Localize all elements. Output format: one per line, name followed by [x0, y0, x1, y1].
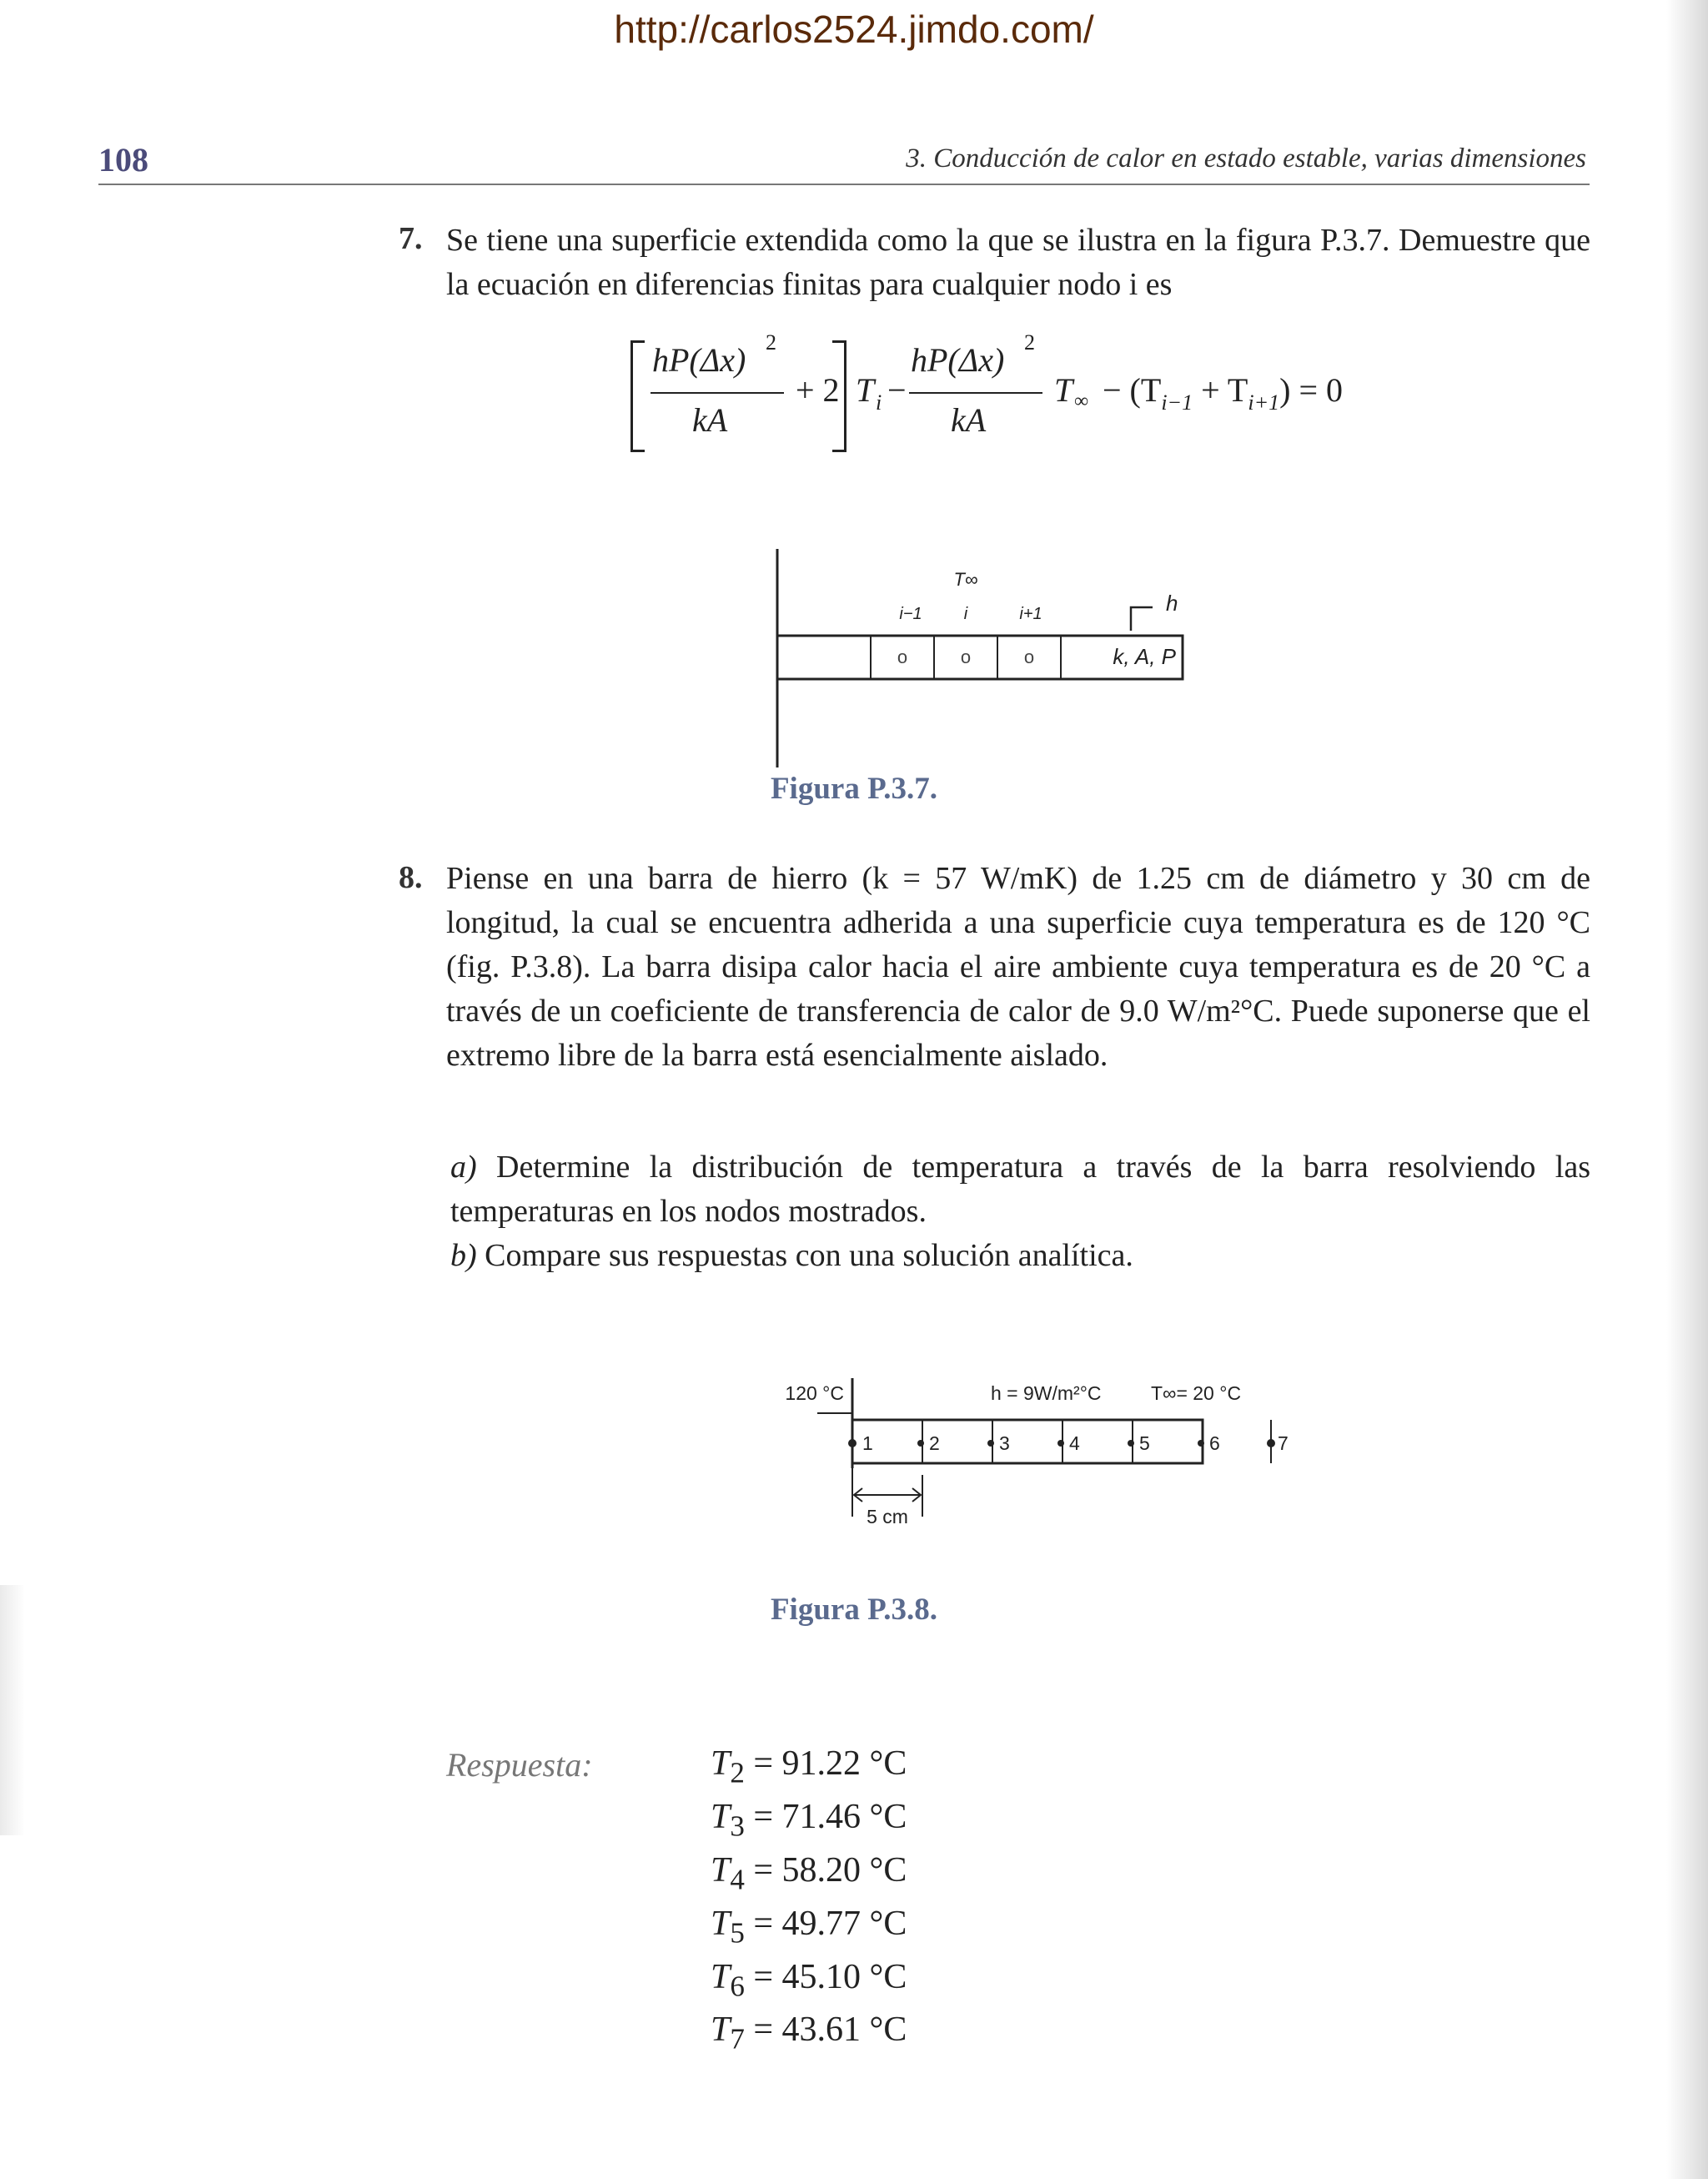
- node-label-ip1: i+1: [1019, 605, 1042, 623]
- t-inf-label: T∞: [953, 569, 978, 590]
- answer-t3: $T_3 = 71.46$ °C: [711, 1797, 907, 1843]
- problem-7-number: 7.: [399, 221, 423, 256]
- ambient-temperature-label: T∞= 20 °C: [1151, 1382, 1242, 1404]
- problem-8-item-b: b) Compare sus respuestas con una solución analítica.: [450, 1238, 1133, 1273]
- node-6-label: 6: [1209, 1432, 1220, 1454]
- answer-t4: $T_4 = 58.20$ °C: [711, 1850, 907, 1896]
- figure-p3-7-caption: Figura P.3.7.: [770, 772, 938, 806]
- node-4-label: 4: [1069, 1432, 1080, 1454]
- figure-p3-8: [767, 1368, 1318, 1535]
- answer-t7: $T_7 = 43.61$ °C: [711, 2010, 907, 2056]
- wall-temperature-label: 120 °C: [785, 1382, 844, 1404]
- running-head: 3. Conducción de calor en estado estable, varias dimensiones: [906, 143, 1586, 174]
- node-marker-im1: o: [897, 647, 908, 667]
- source-url: http://carlos2524.jimdo.com/: [614, 8, 1094, 51]
- node-marker-i: o: [960, 647, 972, 667]
- figure-p3-8-caption: Figura P.3.8.: [770, 1593, 938, 1627]
- page-edge-shadow: [1666, 0, 1708, 2179]
- node-spacing-label: 5 cm: [867, 1506, 908, 1527]
- node-3-label: 3: [999, 1432, 1010, 1454]
- problem-8-item-a: a) Determine la distribución de temperatura a través de la barra resolviendo las temperaturas en los nodos mostrados.: [450, 1150, 1591, 1229]
- convection-coefficient-label: h = 9W/m²°C: [991, 1382, 1102, 1404]
- node-1-label: 1: [862, 1432, 873, 1454]
- page-number: 108: [98, 141, 148, 179]
- properties-label: k, A, P: [1113, 644, 1176, 669]
- header-rule: [98, 184, 1590, 185]
- node-2-label: 2: [929, 1432, 940, 1454]
- problem-7-text: Se tiene una superficie extendida como la que se ilustra en la figura P.3.7. Demuestre que la ecuación en diferencias finitas para cualquier nodo i es: [446, 223, 1590, 302]
- h-label: h: [1166, 591, 1178, 616]
- figure-p3-7: [767, 542, 1268, 776]
- node-label-i: i: [963, 605, 968, 623]
- answer-list: [711, 1742, 907, 2061]
- answer-t5: $T_5 = 49.77$ °C: [711, 1904, 907, 1950]
- node-marker-ip1: o: [1023, 647, 1035, 667]
- answer-t6: $T_6 = 45.10$ °C: [711, 1957, 907, 2002]
- node-7-label: 7: [1278, 1432, 1289, 1454]
- answer-t2: $T_2 = 91.22$ °C: [711, 1744, 907, 1789]
- node-5-label: 5: [1139, 1432, 1150, 1454]
- problem-8-text: Piense en una barra de hierro (k = 57 W/mK) de 1.25 cm de diámetro y 30 cm de longitud, la cual se encuentra adherida a una superficie cuya temperatura es de 120 °C (fig. P.3.8). La barra disipa calor hacia el aire ambiente cuya temperatura es de 20 °C a través de un coeficiente de transferencia de calor de 9.0 W/m²°C. Puede suponerse que el extremo libre de la barra está esencialmente aislado.: [446, 861, 1590, 1073]
- finite-difference-equation: hP(Δx) 2 kA + 2 T i − hP(Δx) 2 kA T ∞ − $(T_{i-1} + T_{i+1}) = 0$: [617, 340, 1368, 465]
- node-label-im1: i−1: [899, 605, 922, 623]
- problem-8-number: 8.: [399, 860, 423, 895]
- answer-label: Respuesta:: [446, 1746, 593, 1784]
